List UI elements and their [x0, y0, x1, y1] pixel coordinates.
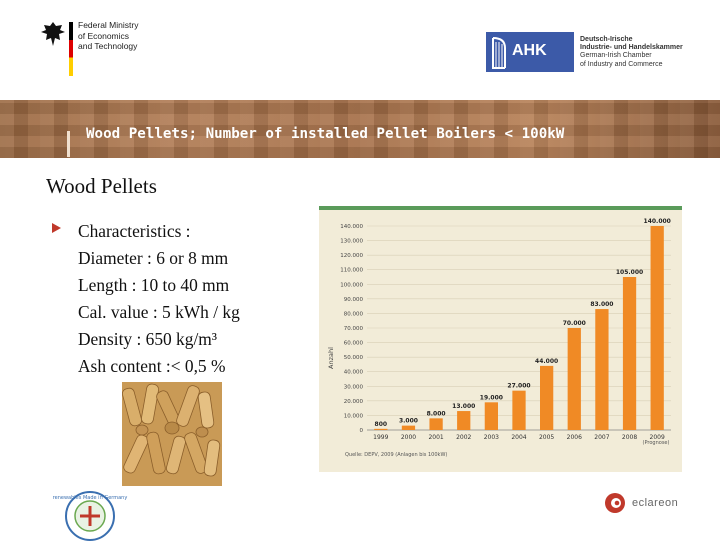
y-tick-label: 130.000 [340, 238, 363, 245]
bar [540, 366, 553, 430]
ahk-line: Industrie- und Handelskammer [580, 44, 683, 52]
seal-text: renewables Made in Germany [52, 495, 128, 501]
bar [651, 226, 664, 430]
x-tick-label: 2002 [456, 434, 472, 441]
chart-source: Quelle: DEPV, 2009 (Anlagen bis 100kW) [345, 452, 448, 458]
bar-value-label: 19.000 [479, 394, 503, 402]
harp-icon [490, 36, 508, 70]
renewables-seal-logo [52, 490, 128, 542]
characteristics-list [78, 218, 240, 380]
y-tick-label: 20.000 [343, 398, 363, 405]
x-tick-label: 2000 [400, 434, 417, 441]
wood-pellets-image [122, 382, 222, 486]
ministry-line: of Economics [78, 30, 130, 41]
bar-value-label: 44.000 [535, 357, 559, 365]
ministry-line: and Technology [78, 41, 138, 51]
y-axis-label: Anzahl [327, 347, 335, 369]
x-tick-label: 1999 [373, 434, 389, 441]
x-tick-label: 2001 [428, 434, 444, 441]
bar [402, 426, 415, 430]
ministry-name [78, 20, 138, 52]
bar-value-label: 13.000 [452, 403, 476, 411]
y-tick-label: 40.000 [343, 369, 363, 376]
bar [595, 309, 608, 430]
ahk-logo-box [486, 32, 574, 72]
y-tick-label: 30.000 [343, 384, 363, 391]
x-tick-label: 2007 [594, 434, 610, 441]
section-heading: Wood Pellets [46, 174, 157, 198]
y-tick-label: 70.000 [343, 326, 363, 332]
ahk-logo [486, 30, 691, 76]
ministry-line: Federal Ministry [78, 20, 139, 30]
x-tick-label: 2004 [511, 434, 527, 441]
bullet-arrow-icon [52, 223, 61, 233]
y-tick-label: 110.000 [340, 267, 363, 274]
bar-value-label: 800 [374, 420, 388, 428]
bar [512, 391, 525, 430]
title-banner [0, 100, 720, 158]
y-tick-label: 80.000 [343, 311, 363, 318]
x-tick-label: 2008 [621, 434, 638, 441]
banner-accent-stripe [67, 131, 70, 157]
x-tick-label: 2005 [538, 434, 555, 441]
bar [623, 277, 636, 430]
bar-value-label: 3.000 [398, 417, 418, 425]
bar-chart [319, 210, 682, 468]
prognosis-note: (Prognose) [642, 440, 670, 446]
y-tick-label: 60.000 [343, 340, 363, 347]
bar [429, 418, 442, 430]
x-tick-label: 2006 [566, 434, 582, 441]
bar [485, 402, 498, 430]
bar-value-label: 140.000 [643, 218, 671, 225]
length-spec: Length : 10 to 40 mm [78, 275, 230, 295]
ahk-chamber-name [580, 36, 683, 69]
eclareon-name: eclareon [632, 497, 679, 509]
ash-content-spec: Ash content :< 0,5 % [78, 356, 226, 376]
y-tick-label: 0 [359, 428, 363, 434]
diameter-spec: Diameter : 6 or 8 mm [78, 248, 229, 268]
bar-value-label: 8.000 [426, 410, 446, 418]
density-spec: Density : 650 kg/m³ [78, 329, 218, 349]
y-tick-label: 10.000 [343, 413, 363, 420]
eclareon-swirl-icon [604, 492, 626, 514]
y-tick-label: 100.000 [340, 282, 363, 289]
bar-value-label: 83.000 [590, 301, 614, 309]
boiler-installations-chart [319, 206, 682, 472]
bar [457, 411, 470, 430]
bar [568, 328, 581, 430]
calorific-value-spec: Cal. value : 5 kWh / kg [78, 302, 240, 322]
y-tick-label: 50.000 [343, 355, 363, 362]
y-tick-label: 140.000 [340, 224, 363, 230]
x-tick-label: 2003 [483, 434, 500, 441]
ahk-line: German-Irish Chamber [580, 52, 652, 60]
ahk-line: Deutsch-Irische [580, 36, 633, 43]
slide-title: Wood Pellets; Number of installed Pellet Boilers < 100kW [86, 126, 565, 142]
bar [374, 429, 387, 430]
characteristics-label: Characteristics : [78, 221, 191, 241]
ministry-logo [40, 20, 180, 80]
bar-value-label: 105.000 [615, 269, 644, 276]
y-tick-label: 120.000 [340, 253, 363, 260]
eclareon-logo [604, 492, 684, 516]
y-tick-label: 90.000 [343, 296, 363, 303]
x-tick-label: 2009 [649, 434, 665, 441]
german-flag-stripe [69, 22, 73, 76]
bar-value-label: 27.000 [507, 382, 531, 390]
ahk-line: of Industry and Commerce [580, 60, 663, 68]
ahk-name: AHK [512, 42, 547, 59]
federal-eagle-icon [40, 20, 66, 48]
bar-value-label: 70.000 [562, 320, 586, 327]
